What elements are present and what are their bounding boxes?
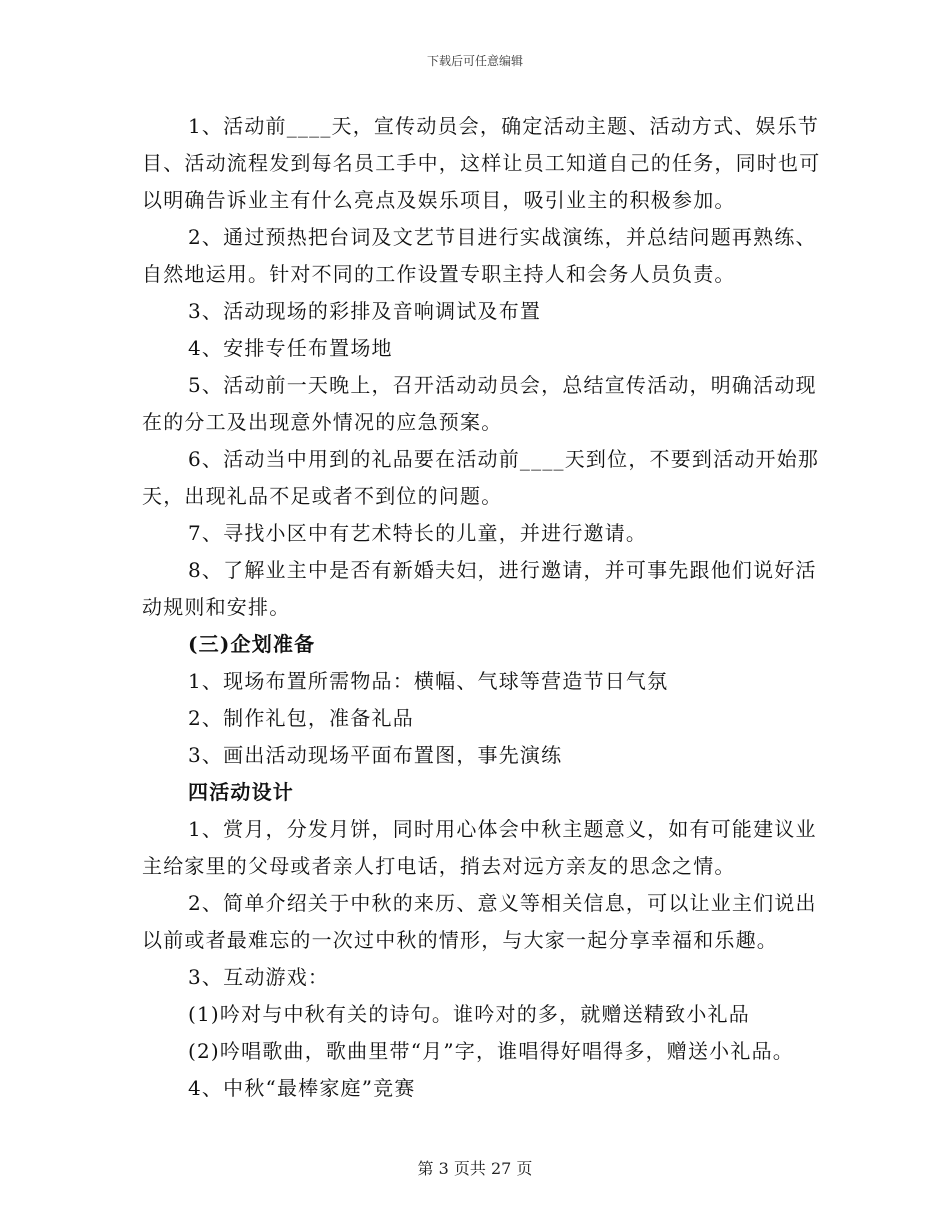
- paragraph-7: 7、寻找小区中有艺术特长的儿童，并进行邀请。: [188, 521, 648, 545]
- paragraph-13: 2、简单介绍关于中秋的来历、意义等相关信息，可以让业主们说出以前或者最难忘的一次过中秋的情形，与大家一起分享幸福和乐趣。: [142, 891, 817, 952]
- paragraph-1: 1、活动前____天，宣传动员会，确定活动主题、活动方式、娱乐节目、活动流程发到每名员工手中，这样让员工知道自己的任务，同时也可以明确告诉业主有什么亮点及娱乐项目，吸引业主的积极参加。: [142, 114, 821, 212]
- paragraph-8: 8、了解业主中是否有新婚夫妇，进行邀请，并可事先跟他们说好活动规则和安排。: [142, 558, 817, 619]
- paragraph-15: (1)吟对与中秋有关的诗句。谁吟对的多，就赠送精致小礼品: [188, 1002, 750, 1026]
- paragraph-2: 2、通过预热把台词及文艺节目进行实战演练，并总结问题再熟练、自然地运用。针对不同的工作设置专职主持人和会务人员负责。: [142, 225, 817, 286]
- paragraph-3: 3、活动现场的彩排及音响调试及布置: [188, 299, 542, 323]
- paragraph-16: (2)吟唱歌曲，歌曲里带“月”字，谁唱得好唱得多，赠送小礼品。: [188, 1039, 794, 1063]
- paragraph-11: 3、画出活动现场平面布置图，事先演练: [188, 743, 563, 767]
- paragraph-5: 5、活动前一天晚上，召开活动动员会，总结宣传活动，明确活动现在的分工及出现意外情况的应急预案。: [142, 373, 817, 434]
- document-body: [142, 108, 822, 1107]
- page-header: 下载后可任意编辑: [426, 54, 523, 68]
- section-heading-planning: (三)企划准备: [188, 632, 316, 656]
- paragraph-10: 2、制作礼包，准备礼品: [188, 706, 414, 730]
- page-footer: 第 3 页共 27 页: [417, 1159, 533, 1178]
- paragraph-9: 1、现场布置所需物品：横幅、气球等营造节日气氛: [188, 669, 669, 693]
- paragraph-12: 1、赏月，分发月饼，同时用心体会中秋主题意义，如有可能建议业主给家里的父母或者亲人打电话，捎去对远方亲友的思念之情。: [142, 817, 817, 878]
- paragraph-6: 6、活动当中用到的礼品要在活动前____天到位，不要到活动开始那天，出现礼品不足或者不到位的问题。: [142, 447, 820, 508]
- section-heading-activity-design: 四活动设计: [188, 780, 294, 804]
- paragraph-14: 3、互动游戏：: [188, 965, 330, 989]
- paragraph-4: 4、安排专任布置场地: [188, 336, 393, 360]
- paragraph-17: 4、中秋“最棒家庭”竞赛: [188, 1076, 416, 1100]
